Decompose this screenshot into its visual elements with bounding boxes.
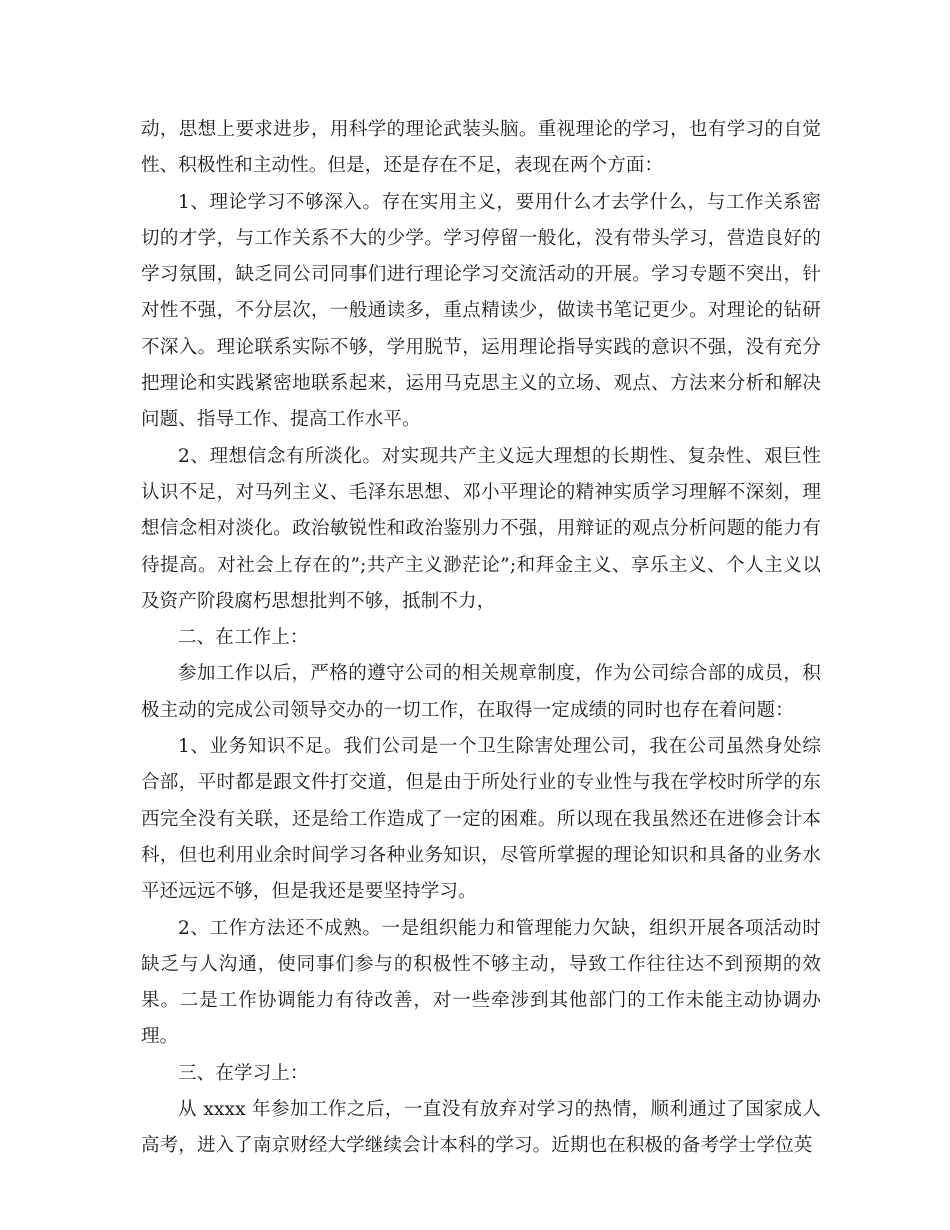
document-body (141, 112, 821, 1165)
paragraph-work-methods: 2、工作方法还不成熟。一是组织能力和管理能力欠缺，组织开展各项活动时缺乏与人沟通，使同事们参与的积极性不够主动，导致工作往往达不到预期的效果。二是工作协调能力有待改善，对一些牵涉到其他部门的工作未能主动协调办理。 (141, 917, 821, 1048)
paragraph-ideals-belief: 2、理想信念有所淡化。对实现共产主义远大理想的长期性、复杂性、艰巨性认识不足，对马列主义、毛泽东思想、邓小平理论的精神实质学习理解不深刻，理想信念相对淡化。政治敏锐性和政治鉴别力不强，用辩证的观点分析问题的能力有待提高。对社会上存在的”;共产主义渺茫论”;和拜金主义、享乐主义、个人主义以及资产阶段腐朽思想批判不够，抵制不力， (141, 445, 821, 612)
section-heading-work: 二、在工作上： (178, 627, 309, 649)
paragraph-work-intro: 参加工作以后，严格的遵守公司的相关规章制度，作为公司综合部的成员，积极主动的完成公司领导交办的一切工作，在取得一定成绩的同时也存在着问题： (141, 663, 821, 721)
section-heading-study: 三、在学习上： (178, 1062, 309, 1084)
paragraph-continuation: 动，思想上要求进步，用科学的理论武装头脑。重视理论的学习，也有学习的自觉性、积极性和主动性。但是，还是存在不足，表现在两个方面： (141, 119, 821, 177)
paragraph-theory-study: 1、理论学习不够深入。存在实用主义，要用什么才去学什么，与工作关系密切的才学，与工作关系不大的少学。学习停留一般化，没有带头学习，营造良好的学习氛围，缺乏同公司同事们进行理论学习交流活动的开展。学习专题不突出，针对性不强，不分层次，一般通读多，重点精读少，做读书笔记更少。对理论的钻研不深入。理论联系实际不够，学用脱节，运用理论指导实践的意识不强，没有充分把理论和实践紧密地联系起来，运用马克思主义的立场、观点、方法来分析和解决问题、指导工作、提高工作水平。 (141, 191, 821, 431)
paragraph-business-knowledge: 1、业务知识不足。我们公司是一个卫生除害处理公司，我在公司虽然身处综合部，平时都是跟文件打交道，但是由于所处行业的专业性与我在学校时所学的东西完全没有关联，还是给工作造成了一定的困难。所以现在我虽然还在进修会计本科，但也利用业余时间学习各种业务知识，尽管所掌握的理论知识和具备的业务水平还远远不够，但是我还是要坚持学习。 (141, 736, 821, 903)
paragraph-study-intro: 从 xxxx 年参加工作之后，一直没有放弃对学习的热情，顺利通过了国家成人高考，进入了南京财经大学继续会计本科的学习。近期也在积极的备考学士学位英 (141, 1099, 821, 1157)
